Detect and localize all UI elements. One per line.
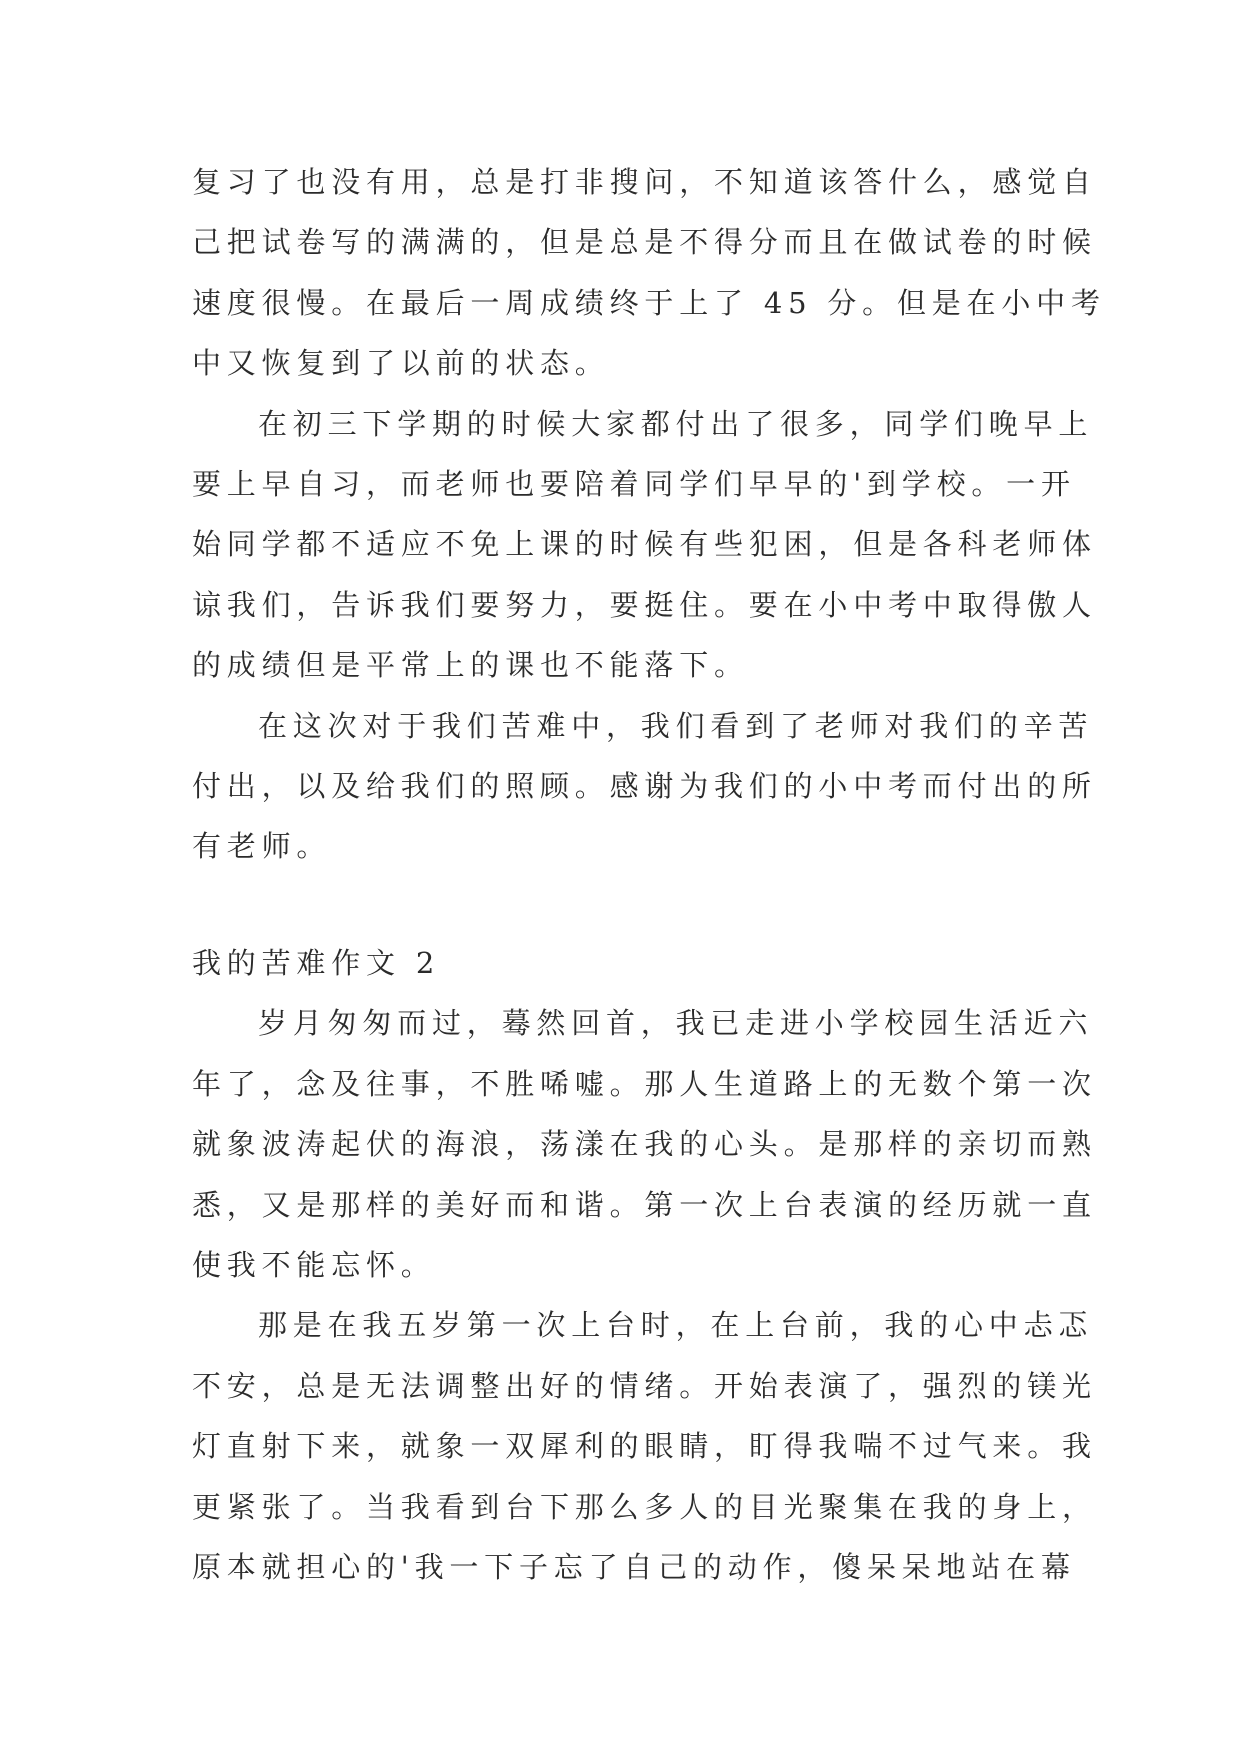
text-line: 就象波涛起伏的海浪，荡漾在我的心头。是那样的亲切而熟	[192, 1127, 1097, 1162]
text-line: 岁月匆匆而过，蓦然回首，我已走进小学校园生活近六	[258, 1006, 1094, 1041]
text-line: 中又恢复到了以前的状态。	[192, 346, 610, 381]
text-line: 速度很慢。在最后一周成绩终于上了 45 分。但是在小中考	[192, 285, 1106, 320]
document-body	[192, 152, 1106, 1597]
text-line: 复习了也没有用，总是打非搜问，不知道该答什么，感觉自	[192, 165, 1097, 199]
text-line: 在这次对于我们苦难中，我们看到了老师对我们的辛苦	[258, 708, 1094, 743]
text-line: 谅我们，告诉我们要努力，要挺住。要在小中考中取得傲人	[192, 587, 1097, 622]
paragraph	[192, 152, 1106, 394]
text-line: 使我不能忘怀。	[192, 1247, 436, 1282]
text-line: 原本就担心的'我一下子忘了自己的动作，傻呆呆地站在幕	[192, 1549, 1076, 1584]
paragraph	[192, 696, 1097, 877]
paragraph	[192, 993, 1097, 1295]
paragraph	[192, 394, 1097, 696]
section-spacer	[192, 877, 1072, 933]
paragraph	[192, 1295, 1097, 1597]
text-line: 要上早自习，而老师也要陪着同学们早早的'到学校。一开	[192, 467, 1076, 502]
text-line: 有老师。	[192, 829, 332, 864]
text-line: 不安，总是无法调整出好的情绪。开始表演了，强烈的镁光	[192, 1368, 1097, 1403]
text-line: 更紧张了。当我看到台下那么多人的目光聚集在我的身上，	[192, 1489, 1097, 1524]
text-line: 在初三下学期的时候大家都付出了很多，同学们晚早上	[258, 406, 1094, 441]
text-line: 己把试卷写的满满的，但是总是不得分而且在做试卷的时候	[192, 225, 1097, 260]
text-line: 灯直射下来，就象一双犀利的眼睛，盯得我喘不过气来。我	[192, 1429, 1097, 1464]
text-line: 付出，以及给我们的照顾。感谢为我们的小中考而付出的所	[192, 769, 1097, 804]
text-line: 始同学都不适应不免上课的时候有些犯困，但是各科老师体	[192, 527, 1097, 562]
text-line: 悉，又是那样的美好而和谐。第一次上台表演的经历就一直	[192, 1187, 1097, 1222]
text-line: 的成绩但是平常上的课也不能落下。	[192, 648, 749, 683]
text-line: 那是在我五岁第一次上台时，在上台前，我的心中忐忑	[258, 1308, 1094, 1343]
text-line: 年了，念及往事，不胜唏嘘。那人生道路上的无数个第一次	[192, 1066, 1097, 1101]
section-heading: 我的苦难作文 2	[192, 945, 441, 980]
